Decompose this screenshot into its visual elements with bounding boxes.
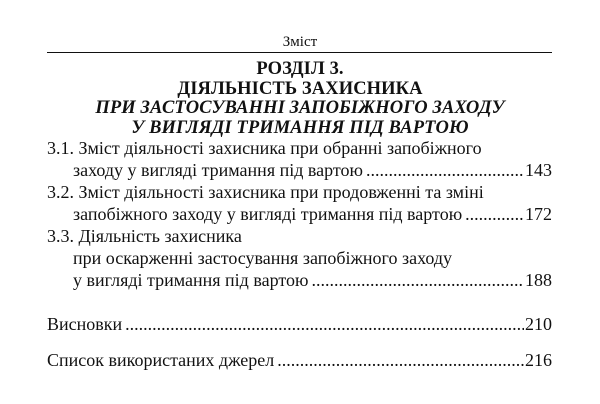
- toc-item-3-3-line-2: при оскарженні застосування запобіжного заходу: [73, 248, 453, 268]
- chapter-title-line-2: ПРИ ЗАСТОСУВАННІ ЗАПОБІЖНОГО ЗАХОДУ: [95, 98, 505, 118]
- chapter-title-line-3: У ВИГЛЯДІ ТРИМАННЯ ПІД ВАРТОЮ: [131, 117, 469, 138]
- toc-page-number: 143: [525, 160, 552, 180]
- toc-item-label: Список використаних джерел: [47, 350, 275, 370]
- toc-item-label: запобіжного заходу у вигляді тримання під вартою: [73, 204, 463, 224]
- toc-item-3-3-line-1: 3.3. Діяльність захисника: [47, 226, 242, 246]
- dot-leader: [277, 349, 524, 371]
- chapter-number: РОЗДІЛ 3.: [256, 59, 344, 79]
- toc-conclusions[interactable]: [47, 313, 552, 335]
- toc-references[interactable]: [47, 349, 552, 371]
- toc-page-number: 216: [525, 350, 552, 370]
- toc-page-number: 210: [525, 314, 552, 334]
- dot-leader: [366, 159, 524, 181]
- dot-leader: [465, 203, 524, 225]
- toc-item-3-2-line-2[interactable]: [73, 203, 552, 225]
- toc-page-number: 188: [525, 270, 552, 290]
- toc-item-3-2-line-1: 3.2. Зміст діяльності захисника при продовженні та зміні: [47, 182, 484, 202]
- header-rule: [47, 52, 552, 53]
- toc-item-label: Висновки: [47, 314, 123, 334]
- running-header: Зміст: [282, 34, 318, 50]
- chapter-title-line-1: ДІЯЛЬНІСТЬ ЗАХИСНИКА: [177, 78, 423, 99]
- toc-page-number: 172: [525, 204, 552, 224]
- dot-leader: [125, 313, 524, 335]
- dot-leader: [311, 269, 524, 291]
- chapter-heading: [0, 60, 600, 138]
- toc-item-3-1-line-2[interactable]: [73, 159, 552, 181]
- toc-item-3-3-line-3[interactable]: [73, 269, 552, 291]
- toc-item-label: у вигляді тримання під вартою: [73, 270, 309, 290]
- toc-item-label: заходу у вигляді тримання під вартою: [73, 160, 363, 180]
- toc-item-3-1-line-1: 3.1. Зміст діяльності захисника при обранні запобіжного: [47, 138, 482, 158]
